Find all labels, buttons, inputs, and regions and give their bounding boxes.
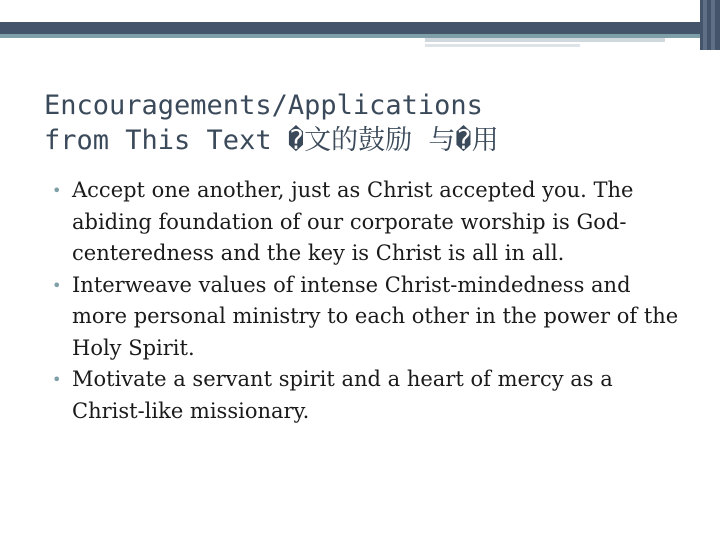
bullet-marker: •	[52, 275, 62, 295]
bullet-marker: •	[52, 181, 62, 200]
bullet-list	[52, 175, 692, 427]
header-bar-dark	[0, 22, 700, 34]
bullet-text: Interweave values of intense Christ-mindedness and more personal ministry to each other in the power of the Holy Spirit.	[72, 272, 679, 360]
bullet-item	[52, 364, 692, 427]
corner-stripe	[711, 0, 715, 50]
bullet-item	[52, 270, 692, 365]
bullet-text: Motivate a servant spirit and a heart of mercy as a Christ-like missionary.	[72, 367, 613, 423]
slide-title	[44, 88, 684, 158]
header-corner-block	[700, 0, 720, 50]
corner-stripe	[703, 0, 707, 50]
slide-title-line-2: from This Text �文的鼓励 与�用	[44, 125, 499, 156]
header-bar-light	[425, 38, 665, 42]
slide-title-line-1: Encouragements/Applications	[44, 90, 483, 121]
bullet-item	[52, 175, 692, 270]
bullet-text: Accept one another, just as Christ accepted you. The abiding foundation of our corporate worship is God-centeredness and the key is Christ is all in all.	[72, 178, 634, 265]
bullet-marker: •	[52, 370, 62, 389]
header-bar-light-secondary	[425, 44, 580, 47]
header-band	[0, 0, 720, 50]
